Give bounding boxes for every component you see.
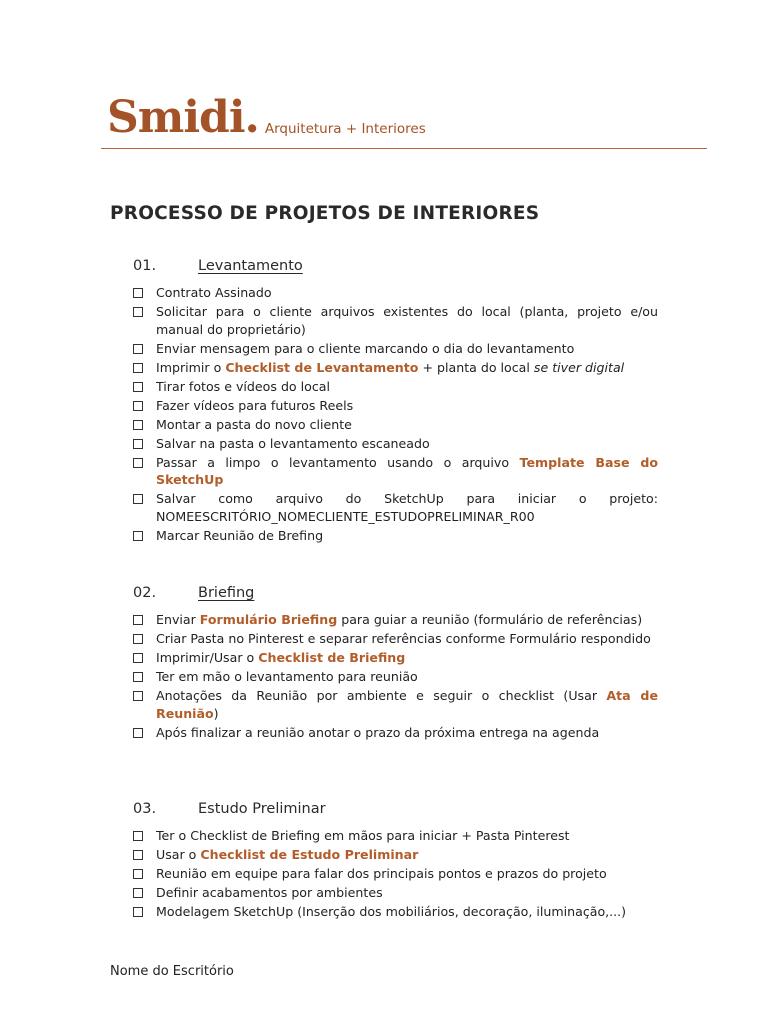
item-text: Definir acabamentos por ambientes [156,885,383,900]
checklist [133,827,658,921]
item-text: Após finalizar a reunião anotar o prazo da próxima entrega na agenda [156,724,600,740]
checkbox-icon[interactable] [133,850,143,860]
section-name: Levantamento [198,258,303,274]
office-name: Nome do Escritório [110,964,234,979]
logo-tagline: Arquitetura + Interiores [264,121,426,137]
item-text [156,359,658,377]
item-text: Criar Pasta no Pinterest e separar referências conforme Formulário respondido [156,631,651,646]
checkbox-icon[interactable] [133,869,143,879]
checklist-item [133,827,658,845]
item-text: Montar a pasta do novo cliente [156,416,352,432]
item-text: Reunião em equipe para falar dos principais pontos e prazos do projeto [156,866,607,881]
item-text-part: ) [213,705,219,721]
checkbox-icon[interactable] [133,888,143,898]
checkbox-icon[interactable] [133,691,143,701]
checklist-item [133,687,658,722]
section-number: 01. [133,258,157,274]
item-text: Solicitar para o cliente arquivos existentes do local (planta, projeto e/ou manual do proprietário) [156,304,658,337]
document-link[interactable]: Formulário Briefing [199,612,338,627]
logo-wordmark: Smidi. [107,92,259,143]
item-text-part: Enviar [156,612,200,627]
checklist-item [133,724,658,742]
item-text [156,611,658,629]
section-number: 03. [133,801,157,817]
document-link[interactable]: Checklist de Levantamento [225,359,419,375]
checkbox-icon[interactable] [133,344,143,354]
checklist-item [133,490,658,525]
checkbox-icon[interactable] [133,531,143,541]
item-text-part: para guiar a reunião (formulário de referências) [337,612,643,627]
document-link[interactable]: Checklist de Briefing [258,650,406,665]
item-text: Contrato Assinado [156,285,272,300]
item-text: Fazer vídeos para futuros Reels [156,397,354,413]
item-text: Ter em mão o levantamento para reunião [156,669,418,684]
checklist-item [133,611,658,629]
checkbox-icon[interactable] [133,634,143,644]
item-text: Salvar na pasta o levantamento escaneado [156,435,430,451]
checkbox-icon[interactable] [133,653,143,663]
checklist-item [133,649,658,667]
item-text: Ter o Checklist de Briefing em mãos para iniciar + Pasta Pinterest [156,828,570,843]
checklist-item [133,435,658,453]
item-text: Modelagem SketchUp (Inserção dos mobiliários, decoração, iluminação,...) [156,904,627,919]
checklist-item [133,903,658,921]
item-text: Salvar como arquivo do SketchUp para iniciar o projeto: NOMEESCRITÓRIO_NOMECLIENTE_ESTUDOPRELIMINAR_R00 [156,491,658,524]
item-text-part: Usar o [156,847,201,862]
section-heading [133,258,658,278]
checklist-item [133,340,658,358]
section-heading [133,801,658,821]
checkbox-icon[interactable] [133,458,143,468]
document-link[interactable]: Ata de Reunião [156,688,658,721]
checklist-item [133,454,658,489]
section-heading [133,585,658,605]
checklist-item [133,303,658,338]
section-levantamento [133,258,658,546]
checkbox-icon[interactable] [133,420,143,430]
checklist-item [133,884,658,902]
checkbox-icon[interactable] [133,615,143,625]
checklist-item [133,378,658,396]
item-text-part: + planta do local [418,359,534,375]
document-link[interactable]: Template Base do SketchUp [156,454,658,487]
item-text-part: Imprimir/Usar o [156,650,259,665]
checklist-item [133,846,658,864]
item-text-part: Anotações da Reunião por ambiente e seguir o checklist (Usar [156,688,607,703]
checkbox-icon[interactable] [133,307,143,317]
checklist-item [133,865,658,883]
checklist-item [133,416,658,434]
checklist [133,284,658,544]
checklist-item [133,630,658,648]
item-text [156,454,658,489]
section-number: 02. [133,585,157,601]
item-text: Tirar fotos e vídeos do local [156,378,330,394]
checkbox-icon[interactable] [133,288,143,298]
checkbox-icon[interactable] [133,382,143,392]
document-title: PROCESSO DE PROJETOS DE INTERIORES [110,203,540,224]
section-name: Estudo Preliminar [198,801,326,817]
brand-logo [107,92,426,143]
document-link[interactable]: Checklist de Estudo Preliminar [200,847,419,862]
item-note: se tiver digital [533,359,625,375]
item-text [156,649,658,667]
checkbox-icon[interactable] [133,439,143,449]
header-divider [101,148,707,149]
checkbox-icon[interactable] [133,728,143,738]
checklist-item [133,668,658,686]
checklist-item [133,284,658,302]
checkbox-icon[interactable] [133,401,143,411]
checkbox-icon[interactable] [133,907,143,917]
checkbox-icon[interactable] [133,494,143,504]
checkbox-icon[interactable] [133,363,143,373]
item-text-part: Imprimir o [156,359,226,375]
item-text-part: Passar a limpo o levantamento usando o arquivo [156,454,520,470]
checklist [133,611,658,741]
section-briefing [133,585,658,743]
checkbox-icon[interactable] [133,672,143,682]
checklist-item [133,527,658,545]
section-name: Briefing [198,585,255,601]
item-text: Marcar Reunião de Brefing [156,527,324,543]
checklist-item [133,397,658,415]
checklist-item [133,359,658,377]
section-estudo-preliminar [133,801,658,922]
item-text [156,846,658,864]
item-text: Enviar mensagem para o cliente marcando o dia do levantamento [156,340,575,356]
item-text [156,687,658,722]
checkbox-icon[interactable] [133,831,143,841]
